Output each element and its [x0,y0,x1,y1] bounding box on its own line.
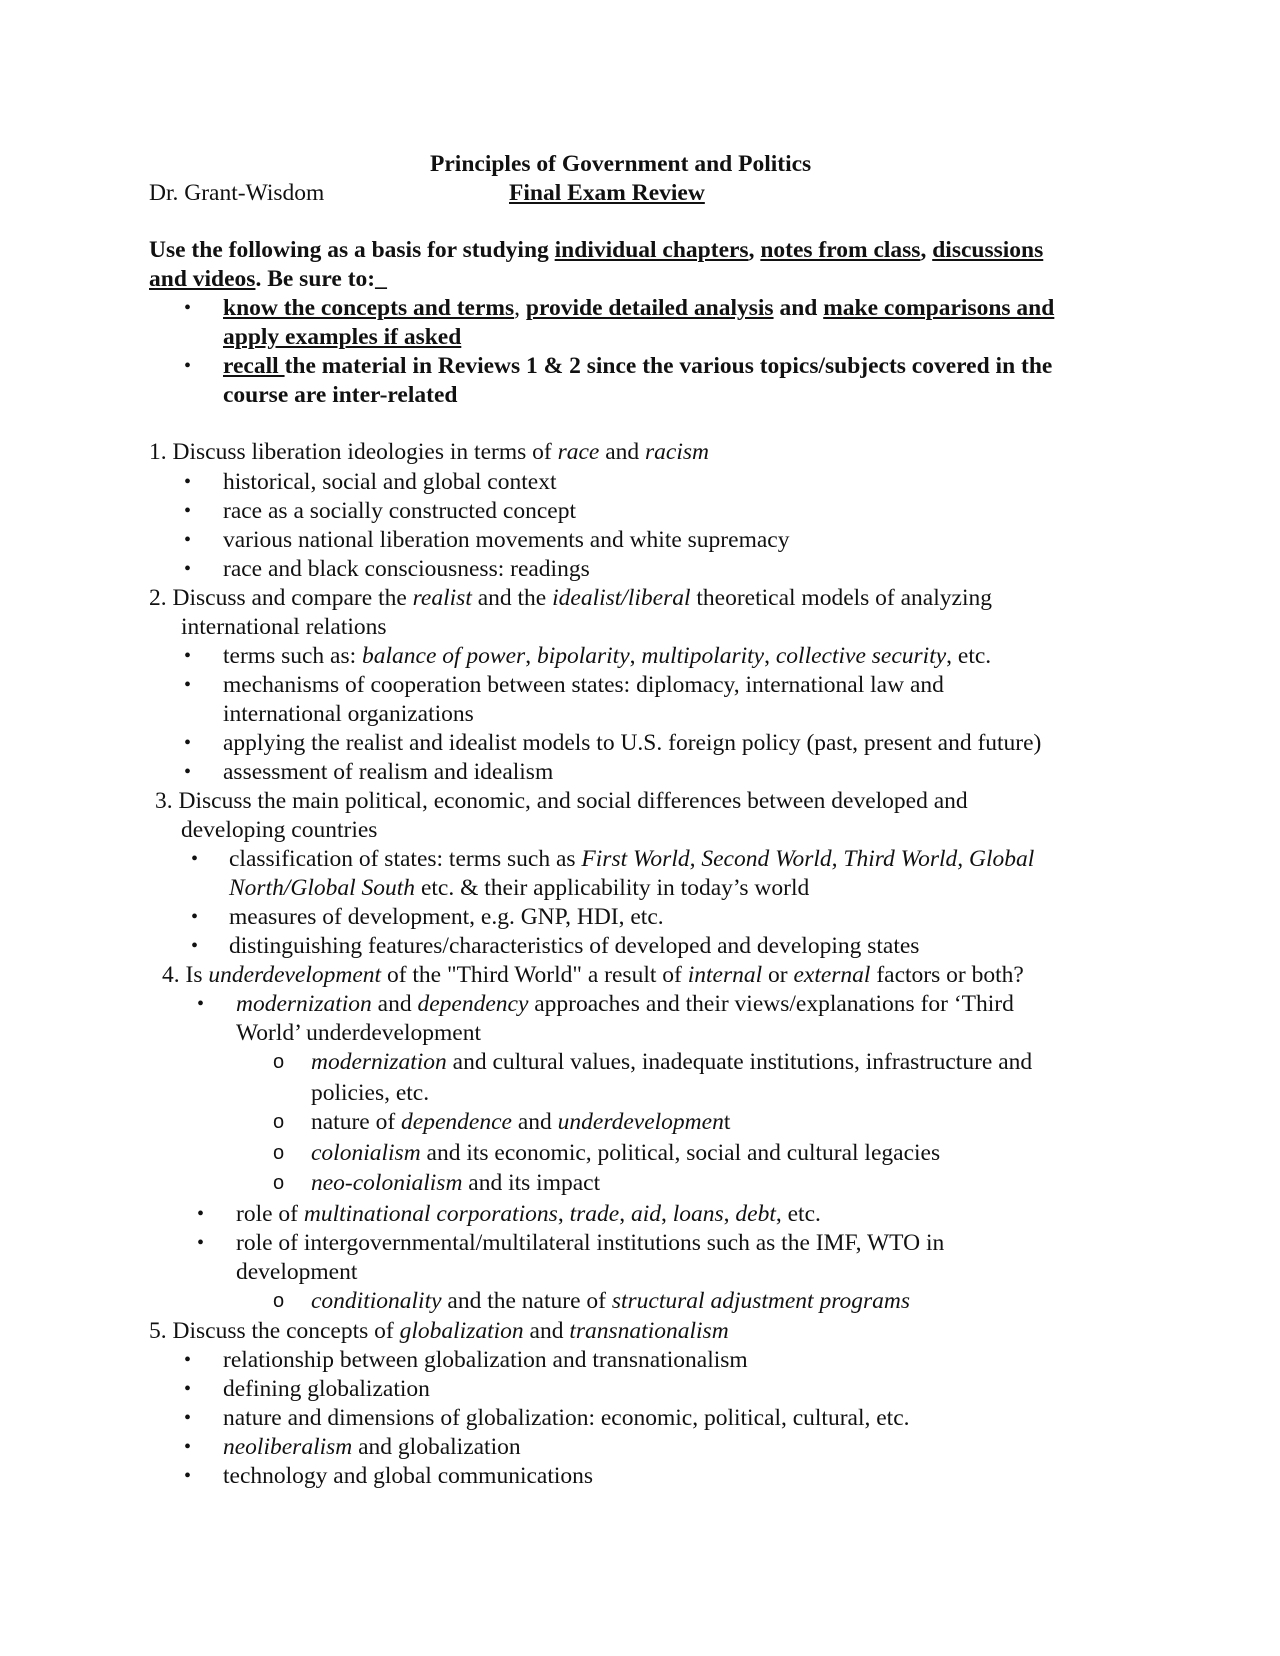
bullet-icon: • [184,1436,192,1458]
bullet-icon: • [184,529,192,551]
bullet-icon: • [197,1232,205,1254]
list-item: neoliberalism and globalization [223,1434,521,1460]
list-item: classification of states: terms such as First World, Second World, Third World, Global [229,846,1035,872]
question-3-cont: developing countries [181,817,378,843]
bullet-icon: • [191,935,199,957]
question-3: 3. Discuss the main political, economic, and social differences between developed and [155,788,968,814]
list-item: role of multinational corporations, trade, aid, loans, debt, etc. [236,1201,821,1227]
question-1: 1. Discuss liberation ideologies in terms of race and racism [149,439,710,465]
list-item: defining globalization [223,1376,430,1402]
bullet-icon: • [184,761,192,783]
sub-bullet-icon: o [273,1172,285,1194]
question-2-cont: international relations [181,614,387,640]
intro-bullet-1: know the concepts and terms, provide detailed analysis and make comparisons and [223,295,1055,321]
intro-bullet-2: recall the material in Reviews 1 & 2 since the various topics/subjects covered in the [223,353,1053,379]
sub-bullet-icon: o [273,1290,285,1312]
list-item: mechanisms of cooperation between states: diplomacy, international law and [223,672,944,698]
list-item: race and black consciousness: readings [223,556,590,582]
list-item-cont: international organizations [223,701,474,727]
sub-list-item: colonialism and its economic, political, social and cultural legacies [311,1140,941,1166]
sub-list-item: nature of dependence and underdevelopment [311,1109,731,1135]
bullet-icon: • [184,1378,192,1400]
document-title: Final Exam Review [509,180,705,206]
list-item: measures of development, e.g. GNP, HDI, etc. [229,904,664,930]
bullet-icon: • [184,500,192,522]
bullet-icon: • [184,558,192,580]
list-item: modernization and dependency approaches and their views/explanations for ‘Third [236,991,1014,1017]
intro-bullet-1-cont: apply examples if asked [223,324,462,350]
list-item-cont: North/Global South etc. & their applicability in today’s world [229,875,810,901]
list-item-cont: development [236,1259,358,1285]
bullet-icon: • [197,1203,205,1225]
bullet-icon: • [184,1465,192,1487]
list-item-cont: World’ underdevelopment [236,1020,481,1046]
bullet-icon: • [184,645,192,667]
sub-list-item-cont: policies, etc. [311,1080,430,1106]
question-4: 4. Is underdevelopment of the "Third World" a result of internal or external factors or both? [162,962,1024,988]
sub-list-item: conditionality and the nature of structural adjustment programs [311,1288,910,1314]
bullet-icon: • [184,674,192,696]
course-title: Principles of Government and Politics [430,151,812,177]
bullet-icon: • [184,1349,192,1371]
bullet-icon: • [184,297,192,319]
list-item: relationship between globalization and transnationalism [223,1347,748,1373]
bullet-icon: • [197,993,205,1015]
bullet-icon: • [184,355,192,377]
list-item: terms such as: balance of power, bipolarity, multipolarity, collective security, etc. [223,643,992,669]
intro-line-2: and videos. Be sure to:_ [149,266,387,292]
sub-bullet-icon: o [273,1111,285,1133]
list-item: applying the realist and idealist models to U.S. foreign policy (past, present and future) [223,730,1042,756]
question-5: 5. Discuss the concepts of globalization and transnationalism [149,1318,729,1344]
bullet-icon: • [191,848,199,870]
question-2: 2. Discuss and compare the realist and the idealist/liberal theoretical models of analyzing [149,585,992,611]
sub-bullet-icon: o [273,1051,285,1073]
intro-bullet-2-cont: course are inter-related [223,382,458,408]
sub-list-item: modernization and cultural values, inadequate institutions, infrastructure and [311,1049,1033,1075]
intro-line-1: Use the following as a basis for studying individual chapters, notes from class, discussions [149,237,1044,263]
bullet-icon: • [184,1407,192,1429]
sub-list-item: neo-colonialism and its impact [311,1170,601,1196]
list-item: race as a socially constructed concept [223,498,576,524]
list-item: nature and dimensions of globalization: economic, political, cultural, etc. [223,1405,910,1431]
instructor-name: Dr. Grant-Wisdom [149,180,325,206]
sub-bullet-icon: o [273,1142,285,1164]
bullet-icon: • [184,732,192,754]
bullet-icon: • [184,471,192,493]
list-item: role of intergovernmental/multilateral institutions such as the IMF, WTO in [236,1230,945,1256]
list-item: various national liberation movements and white supremacy [223,527,790,553]
list-item: distinguishing features/characteristics of developed and developing states [229,933,920,959]
list-item: technology and global communications [223,1463,594,1489]
bullet-icon: • [191,906,199,928]
list-item: assessment of realism and idealism [223,759,554,785]
list-item: historical, social and global context [223,469,557,495]
